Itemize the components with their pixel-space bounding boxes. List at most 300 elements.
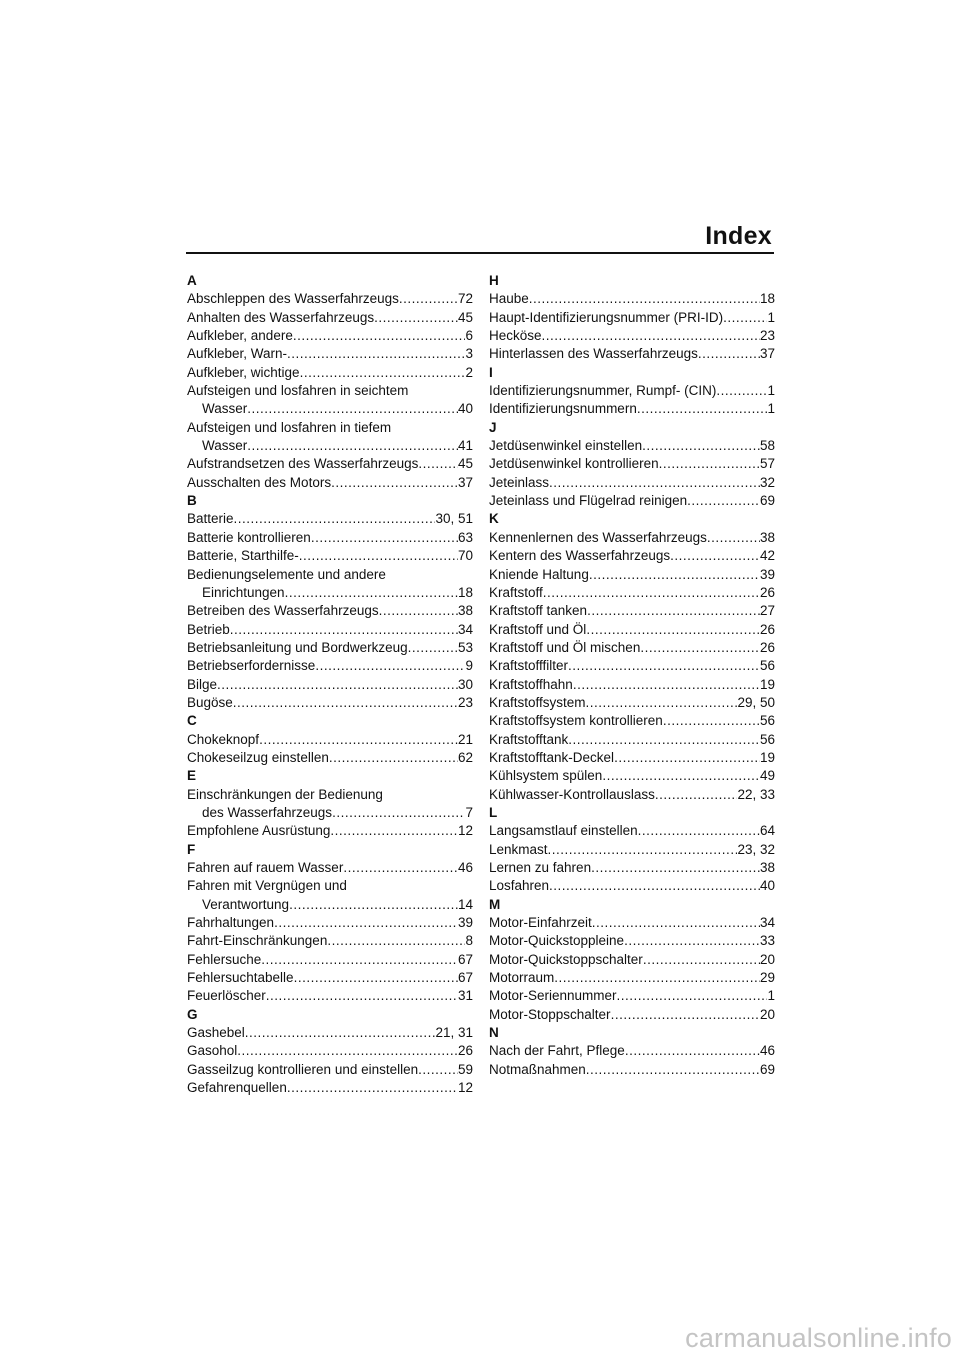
dot-leader (529, 290, 760, 308)
page-number: 37 (457, 474, 473, 490)
index-entry (489, 1042, 775, 1060)
dot-leader (573, 676, 760, 694)
index-entry (489, 767, 775, 785)
page-number: 42 (759, 548, 775, 564)
dot-leader (637, 400, 768, 418)
index-entry (187, 1024, 473, 1042)
entry-text: Fehlersuchtabelle (187, 970, 294, 986)
index-entry (489, 841, 775, 859)
page-number: 56 (759, 731, 775, 747)
index-entry (187, 602, 473, 620)
dot-leader (642, 437, 760, 455)
page-number: 27 (759, 603, 775, 619)
index-letter-heading: K (489, 511, 499, 527)
page-number: 6 (465, 328, 473, 344)
entry-text: Langsamstlauf einstellen (489, 823, 638, 839)
entry-text: Kentern des Wasserfahrzeugs (489, 548, 671, 564)
entry-text: Wasser (202, 438, 248, 454)
entry-text: Gasohol (187, 1043, 238, 1059)
dot-leader (259, 731, 458, 749)
title-divider (186, 252, 774, 254)
entry-text: Kraftstofftank (489, 731, 569, 747)
index-entry (489, 877, 775, 895)
index-entry (489, 400, 775, 418)
index-entry (489, 932, 775, 950)
page-number: 12 (457, 1080, 473, 1096)
entry-text: Kraftstoffhahn (489, 676, 573, 692)
index-entry (187, 1061, 473, 1079)
dot-leader (247, 400, 458, 418)
watermark: carmanualsonline.info (685, 1323, 952, 1353)
entry-text: Batterie, Starthilfe- (187, 548, 299, 564)
entry-text: Gasseilzug kontrollieren und einstellen (187, 1061, 419, 1077)
index-entry (489, 621, 775, 639)
entry-text: Ausschalten des Motors (187, 474, 332, 490)
dot-leader (299, 547, 458, 565)
dot-leader (408, 639, 458, 657)
entry-text: Jetdüsenwinkel einstellen (489, 438, 643, 454)
page-number: 62 (457, 749, 473, 765)
page-number: 30, 51 (435, 511, 473, 527)
entry-text: Bilge (187, 676, 218, 692)
dot-leader (230, 621, 458, 639)
entry-text: Lenkmast (489, 841, 548, 857)
index-entry (187, 309, 473, 327)
index-entry (187, 932, 473, 950)
dot-leader (399, 290, 458, 308)
entry-text: Losfahren (489, 878, 550, 894)
index-entry (489, 639, 775, 657)
entry-text: Aufkleber, andere (187, 328, 293, 344)
page-number: 67 (457, 951, 473, 967)
dot-leader (289, 896, 458, 914)
entry-text: Kraftstofftank-Deckel (489, 749, 615, 765)
page-number: 18 (759, 291, 775, 307)
index-entry (187, 621, 473, 639)
index-entry-continuation (187, 896, 473, 914)
entry-text: Kraftstoff (489, 584, 543, 600)
page-number: 38 (759, 529, 775, 545)
index-entry (489, 327, 775, 345)
page-number: 45 (457, 456, 473, 472)
dot-leader (716, 382, 767, 400)
dot-leader (542, 327, 760, 345)
page-number: 34 (457, 621, 473, 637)
page-number: 53 (457, 639, 473, 655)
entry-text: Kraftstoff tanken (489, 603, 588, 619)
page-number: 7 (465, 804, 473, 820)
entry-text: Kraftstofffilter (489, 658, 569, 674)
entry-text: Identifizierungsnummern (489, 401, 637, 417)
entry-text: Gashebel (187, 1025, 245, 1041)
page-number: 64 (759, 823, 775, 839)
entry-text: Identifizierungsnummer, Rumpf- (CIN) (489, 383, 717, 399)
page-number: 57 (759, 456, 775, 472)
entry-text: Betrieb (187, 621, 230, 637)
dot-leader (670, 547, 760, 565)
entry-text: Kühlsystem spülen (489, 768, 603, 784)
page-number: 58 (759, 438, 775, 454)
index-letter-heading: I (489, 364, 493, 380)
dot-leader (586, 694, 738, 712)
index-entry (489, 309, 775, 327)
dot-leader (624, 932, 760, 950)
dot-leader (640, 639, 760, 657)
entry-text: Aufkleber, Warn- (187, 346, 288, 362)
index-entry (489, 676, 775, 694)
index-entry (187, 969, 473, 987)
page-number: 9 (465, 658, 473, 674)
dot-leader (311, 529, 458, 547)
page-number: 39 (759, 566, 775, 582)
dot-leader (611, 1006, 760, 1024)
page-number: 33 (759, 933, 775, 949)
dot-leader (602, 767, 760, 785)
index-entry (489, 694, 775, 712)
entry-text: Aufstrandsetzen des Wasserfahrzeugs (187, 456, 419, 472)
index-entry (187, 529, 473, 547)
dot-leader (332, 804, 465, 822)
dot-leader (548, 841, 738, 859)
dot-leader (294, 969, 458, 987)
entry-text: Haupt-Identifizierungsnummer (PRI-ID) (489, 309, 724, 325)
dot-leader (655, 786, 738, 804)
index-entry (489, 529, 775, 547)
entry-text: Kühlwasser-Kontrollauslass (489, 786, 655, 802)
page-number: 31 (457, 988, 473, 1004)
dot-leader (625, 1042, 760, 1060)
index-entry (489, 602, 775, 620)
page-number: 46 (759, 1043, 775, 1059)
page-number: 32 (759, 474, 775, 490)
index-entry (489, 455, 775, 473)
index-entry (489, 731, 775, 749)
page-number: 41 (457, 438, 473, 454)
index-entry (489, 437, 775, 455)
entry-text: Bugöse (187, 694, 233, 710)
entry-text: Batterie (187, 511, 234, 527)
page-number: 38 (759, 860, 775, 875)
index-entry: Aufsteigen und losfahren in seichtem (187, 383, 409, 399)
index-letter-heading: G (187, 1006, 198, 1022)
page-number: 45 (457, 309, 473, 325)
index-entry (489, 822, 775, 840)
dot-leader (234, 510, 436, 528)
index-entry (489, 987, 775, 1005)
dot-leader (687, 492, 760, 510)
dot-leader (247, 437, 458, 455)
entry-text: Fehlersuche (187, 951, 262, 967)
entry-text: Betriebsanleitung und Bordwerkzeug (187, 639, 408, 655)
index-entry (489, 749, 775, 767)
page-number: 19 (759, 749, 775, 765)
page-number: 3 (465, 346, 473, 362)
index-entry (489, 566, 775, 584)
page-number: 18 (457, 584, 473, 600)
page-number: 8 (465, 933, 473, 949)
index-entry: Fahren mit Vergnügen und (187, 878, 347, 894)
entry-text: Kraftstoffsystem (489, 694, 586, 710)
page-number: 14 (457, 896, 473, 912)
dot-leader (374, 309, 458, 327)
page-number: 56 (759, 658, 775, 674)
entry-text: Batterie kontrollieren (187, 529, 311, 545)
entry-text: Empfohlene Ausrüstung (187, 823, 331, 839)
entry-text: Motor-Seriennummer (489, 988, 617, 1004)
index-entry (489, 914, 775, 932)
index-entry (187, 510, 473, 528)
index-entry (489, 786, 775, 804)
page-number: 69 (759, 493, 775, 509)
index-entry (489, 474, 775, 492)
index-entry (187, 951, 473, 969)
page-number: 56 (759, 713, 775, 729)
entry-text: Kniende Haltung (489, 566, 589, 582)
entry-text: Gefahrenquellen (187, 1080, 287, 1096)
page-number: 26 (457, 1043, 473, 1059)
dot-leader (418, 1061, 458, 1079)
dot-leader (643, 951, 760, 969)
entry-text: Motorraum (489, 970, 555, 986)
entry-text: Chokeseilzug einstellen (187, 749, 329, 765)
index-entry (489, 1006, 775, 1024)
index-entry: Aufsteigen und losfahren in tiefem (187, 419, 392, 435)
dot-leader (237, 1042, 458, 1060)
index-entry (187, 1079, 473, 1097)
dot-leader (300, 364, 466, 382)
entry-text: Nach der Fahrt, Pflege (489, 1043, 625, 1059)
index-letter-heading: H (489, 273, 499, 288)
dot-leader (587, 602, 760, 620)
page-number: 69 (759, 1061, 775, 1077)
index-letter-heading: N (489, 1025, 499, 1041)
page-number: 40 (457, 401, 473, 417)
index-entry (489, 969, 775, 987)
index-entry (489, 1061, 775, 1079)
entry-text: Kraftstoffsystem kontrollieren (489, 713, 663, 729)
index-entry-continuation (187, 804, 473, 822)
page-number: 46 (457, 860, 473, 875)
entry-text: Kraftstoff und Öl (489, 621, 587, 637)
page-number: 26 (759, 584, 775, 600)
page-number: 37 (759, 346, 775, 362)
entry-text: Kraftstoff und Öl mischen (489, 639, 641, 655)
page-number: 1 (767, 383, 775, 399)
index-entry (489, 492, 775, 510)
index-entry (187, 1042, 473, 1060)
entry-text: Hecköse (489, 328, 542, 344)
index-letter-heading: M (489, 896, 501, 912)
index-entry (187, 987, 473, 1005)
dot-leader (586, 1061, 760, 1079)
index-entry (489, 547, 775, 565)
dot-leader (589, 566, 760, 584)
entry-text: Hinterlassen des Wasserfahrzeugs (489, 346, 698, 362)
index-entry (187, 364, 473, 382)
page-number: 20 (759, 1006, 775, 1022)
dot-leader (266, 987, 458, 1005)
entry-text: des Wasserfahrzeugs (202, 804, 333, 820)
index-entry (489, 657, 775, 675)
page-number: 2 (465, 364, 473, 380)
entry-text: Aufkleber, wichtige (187, 364, 300, 380)
page-number: 29 (759, 970, 775, 986)
index-entry (187, 455, 473, 473)
dot-leader (568, 731, 760, 749)
page-number: 29, 50 (737, 694, 775, 710)
dot-leader (586, 621, 760, 639)
index-entry-continuation (187, 584, 473, 602)
index-letter-heading: J (489, 419, 497, 435)
page-number: 70 (457, 548, 473, 564)
dot-leader (261, 951, 458, 969)
dot-leader (617, 987, 768, 1005)
dot-leader (287, 345, 465, 363)
index-entry (187, 547, 473, 565)
index-column-right (489, 272, 775, 1079)
entry-text: Motor-Quickstoppschalter (489, 951, 643, 967)
page-number: 22, 33 (737, 786, 775, 802)
entry-text: Betriebserfordernisse (187, 658, 316, 674)
page-number: 30 (457, 676, 473, 692)
dot-leader (379, 602, 458, 620)
dot-leader (568, 657, 760, 675)
index-column-left (187, 272, 473, 1097)
index-letter-heading: B (187, 493, 197, 509)
entry-text: Jetdüsenwinkel kontrollieren (489, 456, 659, 472)
index-entry (187, 290, 473, 308)
dot-leader (659, 455, 760, 473)
page-number: 20 (759, 951, 775, 967)
entry-text: Abschleppen des Wasserfahrzeugs (187, 291, 399, 307)
entry-text: Kennenlernen des Wasserfahrzeugs (489, 529, 707, 545)
index-entry: Bedienungselemente und andere (187, 566, 386, 582)
dot-leader (549, 474, 760, 492)
dot-leader (723, 309, 767, 327)
entry-text: Lernen zu fahren (489, 860, 592, 875)
index-entry: Einschränkungen der Bedienung (187, 786, 383, 802)
index-letter-heading: F (187, 841, 196, 857)
index-entry (489, 951, 775, 969)
entry-text: Motor-Stoppschalter (489, 1006, 611, 1022)
page-number: 26 (759, 639, 775, 655)
page-number: 63 (457, 529, 473, 545)
index-entry-continuation (187, 400, 473, 418)
index-entry (489, 859, 775, 877)
page-number: 19 (759, 676, 775, 692)
entry-text: Feuerlöscher (187, 988, 266, 1004)
index-entry (187, 822, 473, 840)
page-number: 67 (457, 970, 473, 986)
dot-leader (331, 474, 458, 492)
dot-leader (293, 327, 466, 345)
entry-text: Fahrt-Einschränkungen (187, 933, 328, 949)
dot-leader (549, 877, 760, 895)
index-entry (489, 712, 775, 730)
page-number: 34 (759, 915, 775, 931)
entry-text: Notmaßnahmen (489, 1061, 586, 1077)
dot-leader (217, 676, 458, 694)
index-entry (187, 639, 473, 657)
index-letter-heading: L (489, 804, 498, 820)
entry-text: Fahren auf rauem Wasser (187, 860, 344, 875)
index-entry-continuation (187, 437, 473, 455)
entry-text: Anhalten des Wasserfahrzeugs (187, 309, 375, 325)
page-number: 23, 32 (737, 841, 775, 857)
entry-text: Fahrhaltungen (187, 915, 275, 931)
index-letter-heading: E (187, 768, 197, 784)
index-entry (489, 345, 775, 363)
dot-leader (287, 1079, 458, 1097)
index-entry (187, 749, 473, 767)
entry-text: Wasser (202, 401, 248, 417)
index-entry (489, 584, 775, 602)
dot-leader (233, 694, 458, 712)
entry-text: Chokeknopf (187, 731, 260, 747)
page-number: 1 (767, 309, 775, 325)
page-number: 40 (759, 878, 775, 894)
index-entry (187, 859, 473, 877)
page-number: 59 (457, 1061, 473, 1077)
index-entry (187, 914, 473, 932)
dot-leader (274, 914, 458, 932)
dot-leader (707, 529, 760, 547)
dot-leader (554, 969, 760, 987)
index-entry (187, 345, 473, 363)
page-number: 12 (457, 823, 473, 839)
page-number: 1 (767, 401, 775, 417)
dot-leader (638, 822, 760, 840)
index-entry (187, 327, 473, 345)
entry-text: Haube (489, 291, 529, 307)
page-number: 1 (767, 988, 775, 1004)
page-number: 72 (457, 291, 473, 307)
index-entry (187, 676, 473, 694)
page-number: 21, 31 (435, 1025, 473, 1041)
entry-text: Motor-Einfahrzeit (489, 915, 592, 931)
entry-text: Verantwortung (202, 896, 290, 912)
index-entry (187, 657, 473, 675)
page-number: 39 (457, 915, 473, 931)
dot-leader (245, 1024, 436, 1042)
dot-leader (330, 822, 458, 840)
page-number: 21 (457, 731, 473, 747)
dot-leader (343, 859, 458, 877)
dot-leader (329, 749, 458, 767)
dot-leader (418, 455, 458, 473)
entry-text: Jeteinlass und Flügelrad reinigen (489, 493, 688, 509)
page-title: Index (705, 222, 772, 250)
dot-leader (315, 657, 465, 675)
entry-text: Jeteinlass (489, 474, 550, 490)
page-number: 49 (759, 768, 775, 784)
dot-leader (614, 749, 760, 767)
page-number: 23 (759, 328, 775, 344)
dot-leader (592, 914, 760, 932)
page-number: 38 (457, 603, 473, 619)
index-entry (489, 290, 775, 308)
dot-leader (543, 584, 760, 602)
index-entry (489, 382, 775, 400)
dot-leader (591, 859, 760, 877)
dot-leader (698, 345, 760, 363)
index-entry (187, 731, 473, 749)
dot-leader (327, 932, 465, 950)
dot-leader (285, 584, 458, 602)
index-letter-heading: A (187, 273, 197, 288)
dot-leader (663, 712, 760, 730)
index-entry (187, 694, 473, 712)
